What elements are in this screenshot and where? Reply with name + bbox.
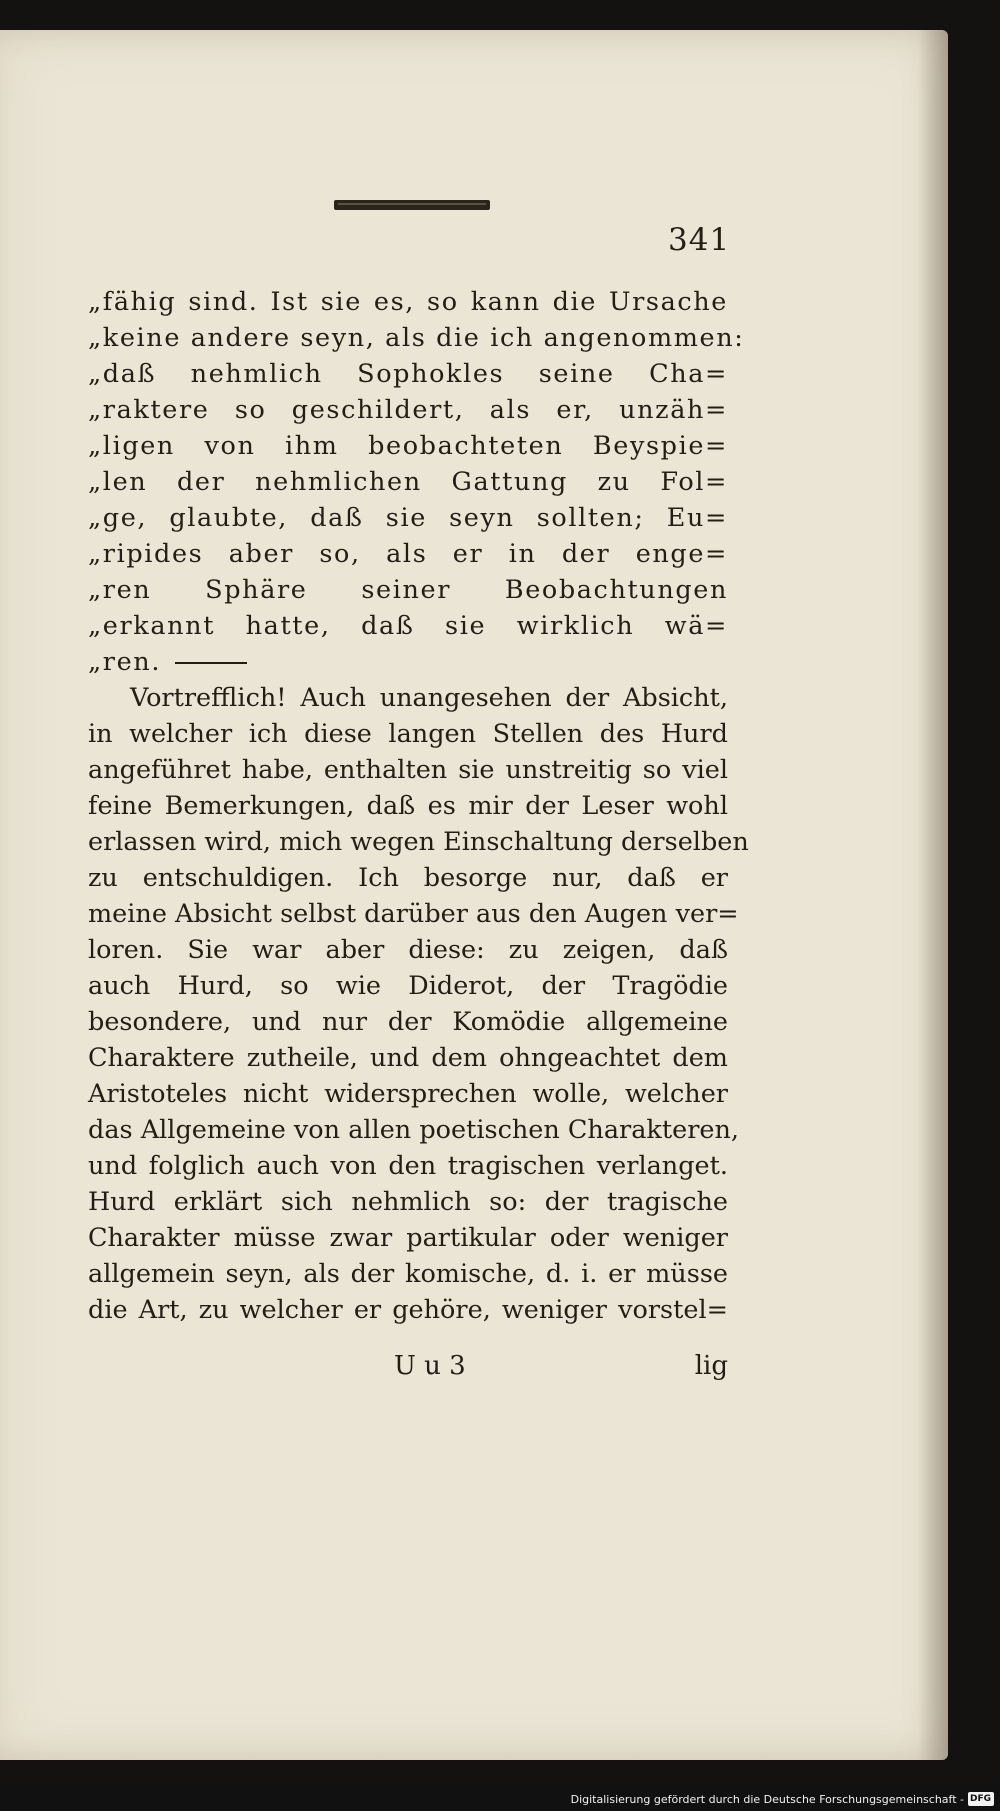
signature-mark: U u 3 [394,1351,466,1381]
credit-text: Digitalisierung gefördert durch die Deutsche Forschungsgemeinschaft - [570,1793,964,1806]
body-line: Hurd erklärt sich nehmlich so: der tragische [88,1187,728,1217]
quote-line: „len der nehmlichen Gattung zu Fol= [88,467,728,497]
body-line: Charakter müsse zwar partikular oder weniger [88,1223,728,1253]
quote-line: „ripides aber so, als er in der enge= [88,539,728,569]
book-page [0,30,948,1760]
quote-line: „raktere so geschildert, als er, unzäh= [88,395,728,425]
quote-last-line [88,644,728,680]
body-line: loren. Sie war aber diese: zu zeigen, daß [88,935,728,965]
page-edge-shadow [918,30,948,1760]
header-ornament-rule [334,200,490,210]
quotation-paragraph [88,284,745,680]
text-block [88,284,749,1328]
quote-line: „daß nehmlich Sophokles seine Cha= [88,359,728,389]
body-line: Vortrefflich! Auch unangesehen der Absicht, [130,683,728,713]
quote-line: „keine andere seyn, als die ich angenommen: [88,323,745,353]
quote-line: „erkannt hatte, daß sie wirklich wä= [88,611,728,641]
body-line: in welcher ich diese langen Stellen des Hurd [88,719,728,749]
page-footer [88,1348,728,1384]
body-line: angeführet habe, enthalten sie unstreitig so viel [88,755,728,785]
quote-line: „ligen von ihm beobachteten Beyspie= [88,431,728,461]
quote-line: „ren Sphäre seiner Beobachtungen [88,575,728,605]
dfg-logo-icon [968,1792,994,1806]
quote-line: „ge, glaubte, daß sie seyn sollten; Eu= [88,503,728,533]
catchword: lig [694,1351,728,1381]
body-line: auch Hurd, so wie Diderot, der Tragödie [88,971,728,1001]
body-line: meine Absicht selbst darüber aus den Augen ver= [88,899,739,929]
body-line: erlassen wird, mich wegen Einschaltung derselben [88,827,749,857]
body-line: besondere, und nur der Komödie allgemeine [88,1007,728,1037]
body-line: zu entschuldigen. Ich besorge nur, daß er [88,863,728,893]
body-line: allgemein seyn, als der komische, d. i. er müsse [88,1259,728,1289]
body-line: und folglich auch von den tragischen verlanget. [88,1151,728,1181]
page-number: 341 [668,222,731,258]
body-paragraph [88,680,749,1328]
body-line: Aristoteles nicht widersprechen wolle, welcher [88,1079,728,1109]
quote-line-text: „ren. [88,647,162,677]
body-line: die Art, zu welcher er gehöre, weniger vorstel= [88,1295,728,1325]
dfg-logo-text: DFG [970,1794,992,1804]
quote-line: „fähig sind. Ist sie es, so kann die Ursache [88,287,728,317]
body-line: feine Bemerkungen, daß es mir der Leser wohl [88,791,728,821]
end-dash [175,662,247,664]
digitization-credit-bar [0,1785,1000,1811]
body-line: das Allgemeine von allen poetischen Charakteren, [88,1115,740,1145]
body-line: Charaktere zutheile, und dem ohngeachtet dem [88,1043,728,1073]
